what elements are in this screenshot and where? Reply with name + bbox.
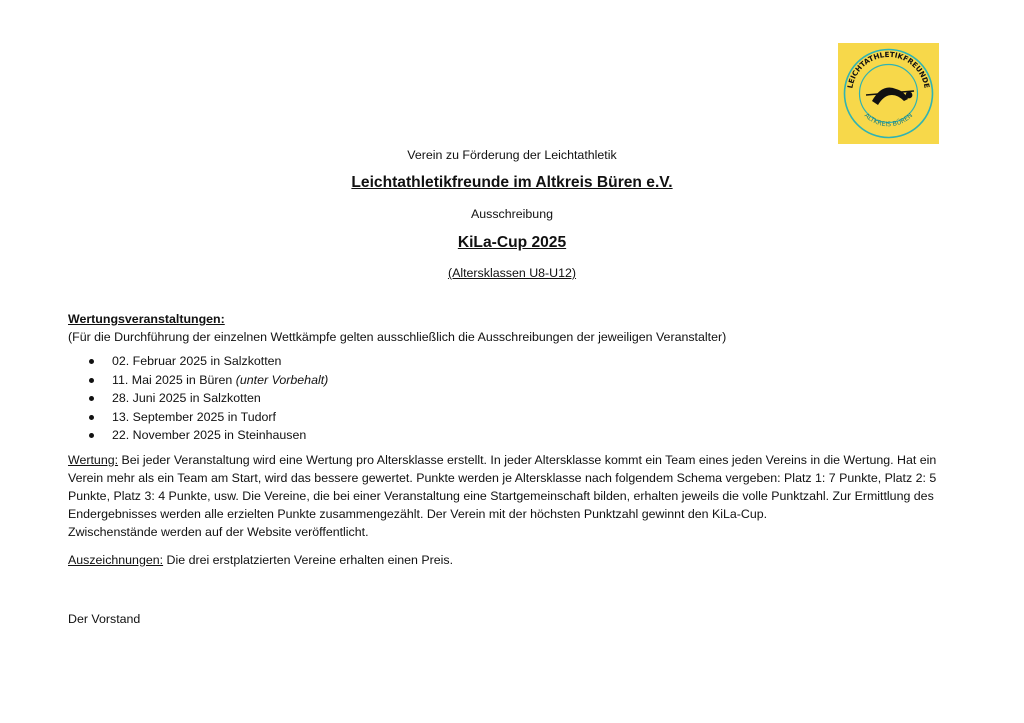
club-logo-graphic <box>838 43 939 144</box>
high-jumper-icon <box>866 88 914 106</box>
club-name-heading: Leichtathletikfreunde im Altkreis Büren e.V. <box>351 174 673 191</box>
awards-text: Die drei erstplatzierten Vereine erhalten einen Preis. <box>166 552 454 567</box>
awards-paragraph <box>68 551 948 569</box>
document-type: Ausschreibung <box>471 207 553 221</box>
document-body <box>68 310 948 569</box>
scoring-text: Bei jeder Veranstaltung wird eine Wertung pro Altersklasse erstellt. In jeder Altersklasse kommt ein Team eines jeden Vereins in die Wertung. Hat ein Verein mehr als ein Team am Start, wird das bessere gewertet. Punkte werden je Altersklasse nach folgendem Schema vergeben: Platz 1: 7 Punkte, Platz 2: 5 Punkte, Platz 3: 4 Punkte, usw. Die Vereine, die bei einer Veranstaltung eine Startgemeinschaft bilden, erhalten jeweils die volle Punktzahl. Zur Ermittlung des Endergebnisses werden alle erzielten Punkte zusammengezählt. Der Verein mit der höchsten Punktzahl gewinnt den KiLa-Cup. <box>68 452 937 521</box>
event-date-location: 13. September 2025 in Tudorf <box>112 409 276 424</box>
event-title: KiLa-Cup 2025 <box>457 234 567 251</box>
logo-bottom-text: ALTKREIS BÜREN <box>862 111 915 129</box>
event-list-item <box>112 389 948 408</box>
event-date-location: 02. Februar 2025 in Salzkotten <box>112 354 282 368</box>
logo-top-text: LEICHTATHLETIKFREUNDE <box>845 49 932 89</box>
events-section-title: Wertungsveranstaltungen: <box>68 312 225 326</box>
event-list-item <box>112 371 948 390</box>
event-date-location: 22. November 2025 in Steinhausen <box>112 428 307 442</box>
interim-results-note: Zwischenstände werden auf der Website veröffentlicht. <box>68 524 369 539</box>
event-remark: (unter Vorbehalt) <box>235 372 329 387</box>
event-list <box>68 352 948 445</box>
club-logo <box>838 43 939 144</box>
event-list-item <box>112 408 948 427</box>
events-section-note: (Für die Durchführung der einzelnen Wettkämpfe gelten ausschließlich die Ausschreibungen der jeweiligen Veranstalter) <box>68 330 727 344</box>
event-list-item <box>112 426 948 445</box>
event-date-location: 11. Mai 2025 in Büren <box>112 372 233 387</box>
signature: Der Vorstand <box>68 612 141 626</box>
association-subtitle: Verein zu Förderung der Leichtathletik <box>407 148 617 162</box>
event-list-item <box>112 352 948 371</box>
event-date-location: 28. Juni 2025 in Salzkotten <box>112 391 261 405</box>
scoring-paragraph <box>68 451 948 523</box>
scoring-label: Wertung: <box>68 452 119 467</box>
age-groups: (Altersklassen U8-U12) <box>447 266 577 280</box>
awards-label: Auszeichnungen: <box>68 552 164 567</box>
